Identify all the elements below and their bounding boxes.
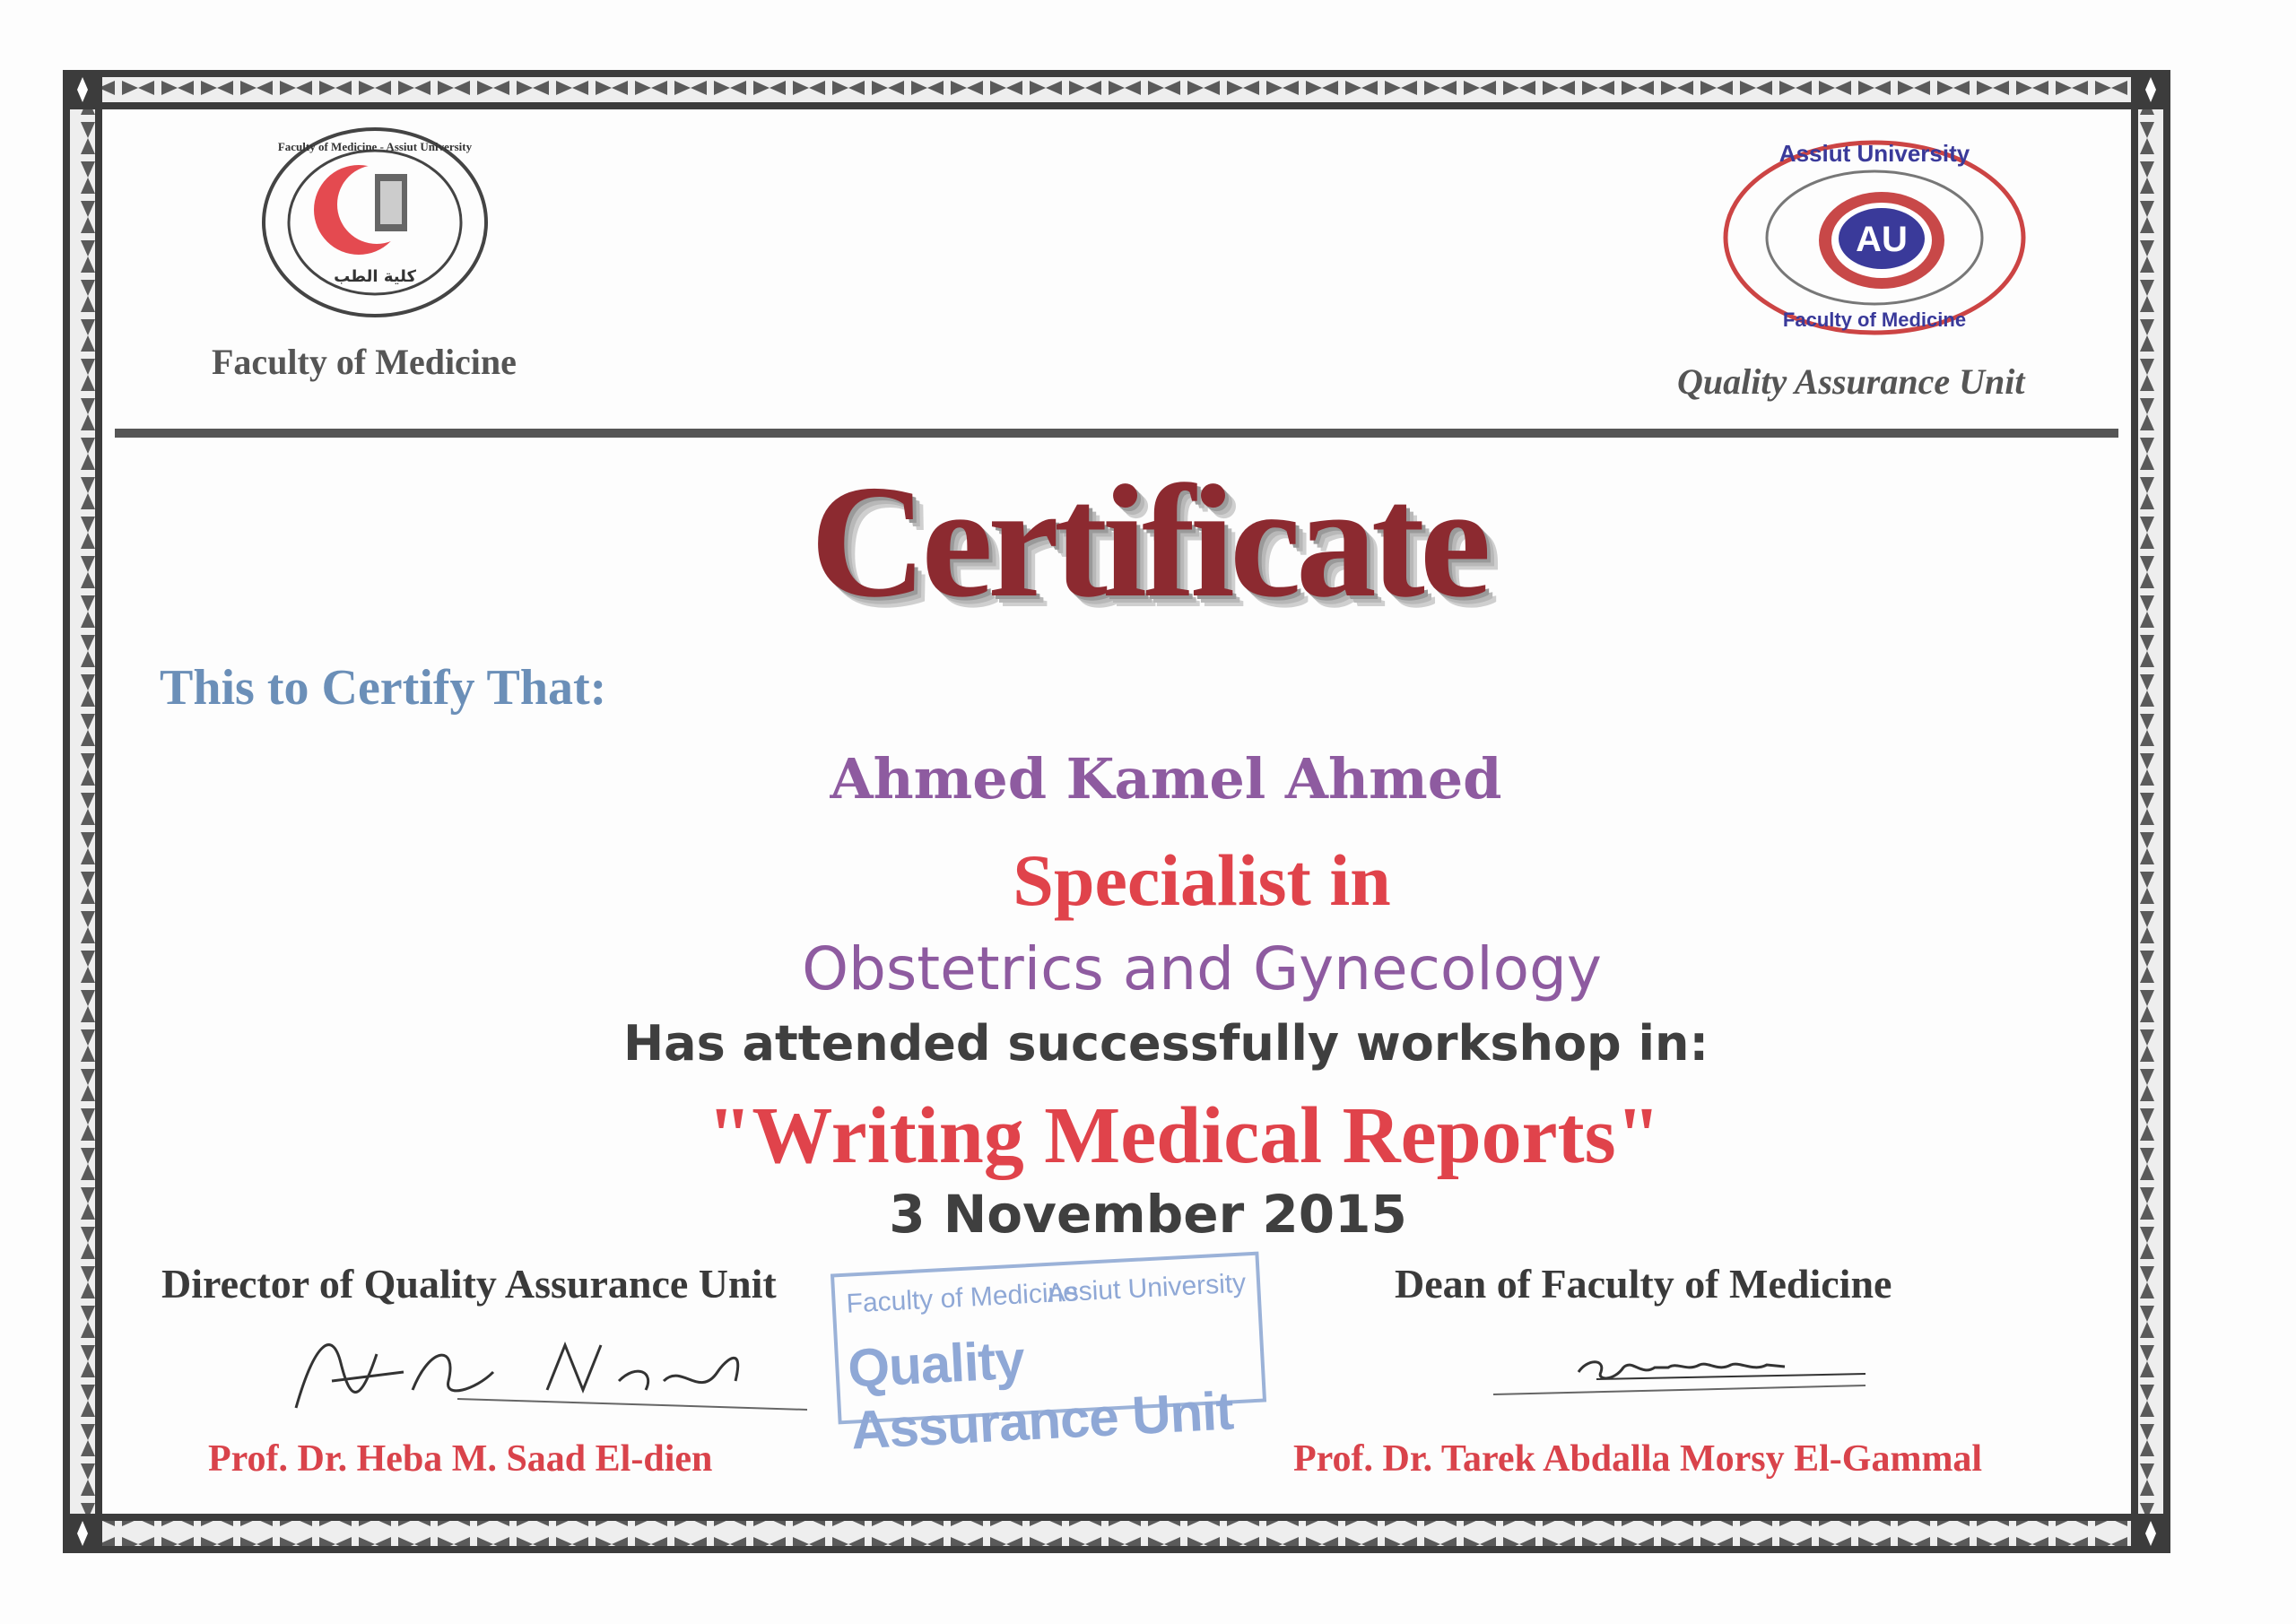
certificate-title: Certificate	[810, 452, 1486, 630]
dean-signature	[1489, 1336, 1874, 1399]
crescent-emblem-icon	[258, 124, 491, 321]
workshop-title: "Writing Medical Reports"	[707, 1091, 1661, 1180]
director-name: Prof. Dr. Heba M. Saad El-dien	[208, 1438, 713, 1480]
recipient-name: Ahmed Kamel Ahmed	[830, 746, 1502, 812]
certify-line: This to Certify That:	[160, 660, 607, 716]
stamp-unit: Quality Assurance Unit	[846, 1329, 1235, 1461]
svg-text:Faculty of Medicine - Assiut U: Faculty of Medicine - Assiut University	[277, 140, 473, 153]
attended-line: Has attended successfully workshop in:	[622, 1015, 1709, 1072]
au-quality-logo-icon	[1718, 135, 2031, 341]
dean-role: Dean of Faculty of Medicine	[1395, 1261, 1892, 1307]
quality-assurance-caption: Quality Assurance Unit	[1677, 361, 2025, 402]
stamp-faculty: Faculty of Medicine	[845, 1277, 1079, 1319]
quality-assurance-stamp	[831, 1252, 1266, 1461]
director-role: Director of Quality Assurance Unit	[161, 1261, 777, 1307]
svg-text:كلية الطب: كلية الطب	[334, 267, 416, 286]
director-signature	[278, 1309, 816, 1417]
stamp-university: Assiut University	[1046, 1268, 1247, 1308]
specialist-line: Specialist in	[1013, 839, 1391, 921]
svg-text:AU: AU	[1856, 220, 1908, 259]
faculty-caption: Faculty of Medicine	[212, 342, 517, 382]
certificate-date: 3 November 2015	[889, 1184, 1407, 1245]
svg-text:Faculty of Medicine: Faculty of Medicine	[1782, 308, 1967, 331]
specialty: Obstetrics and Gynecology	[802, 934, 1602, 1003]
dean-name: Prof. Dr. Tarek Abdalla Morsy El-Gammal	[1293, 1438, 1983, 1480]
svg-text:Assiut University: Assiut University	[1779, 140, 1970, 167]
